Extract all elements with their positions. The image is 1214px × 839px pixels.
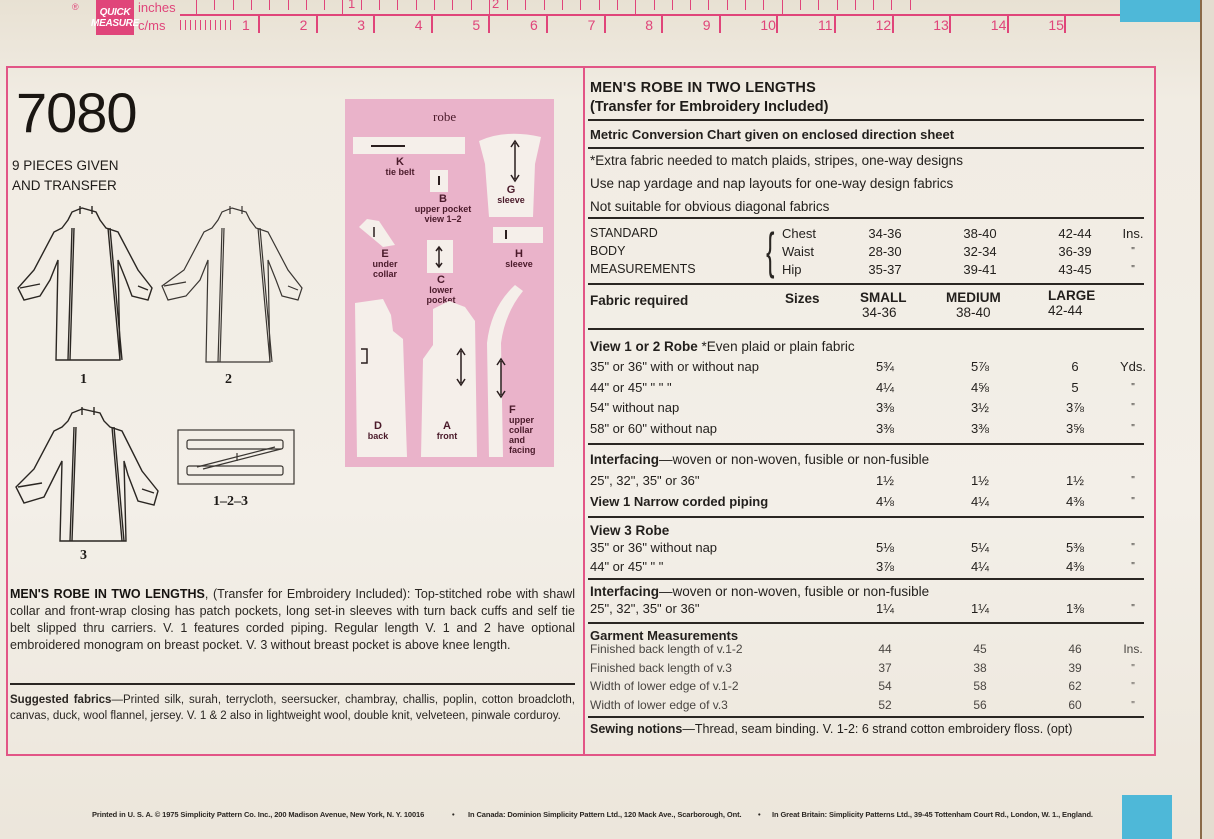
piece-name: lower pocket [426, 285, 456, 305]
note-2: Use nap yardage and nap layouts for one-way design fabrics [590, 176, 954, 191]
envelope-fold-edge [1200, 0, 1214, 839]
ruler-cm-label: 13 [933, 17, 949, 33]
ruler-inch-tick [452, 0, 453, 10]
divider [588, 516, 1144, 518]
ruler-cm-tick [488, 16, 490, 33]
divider [588, 217, 1144, 219]
divider [588, 443, 1144, 445]
pattern-description [10, 586, 575, 654]
ruler-cm-tick [1064, 16, 1066, 33]
garment-measurement-row [590, 661, 1146, 679]
ruler-cm-label: 4 [414, 17, 423, 33]
cell-medium: 32-34 [963, 244, 997, 259]
ruler-cm-label: 10 [760, 17, 776, 33]
ruler-unit-cm: c/ms [138, 18, 166, 33]
footer-britain: In Great Britain: Simplicity Patterns Ltd., 39-45 Tottenham Court Rd., London, W. 1., England. [772, 810, 1093, 819]
cell-medium: 5¼ [970, 540, 990, 555]
cell-medium: 58 [973, 679, 987, 693]
cell-unit: " [1131, 381, 1135, 393]
pattern-pieces-panel [345, 99, 554, 467]
cell-large: 43-45 [1058, 262, 1092, 277]
ruler-inch-tick [324, 0, 325, 10]
piece-name: tie belt [385, 167, 415, 177]
cell-medium: 1½ [970, 473, 990, 488]
cell-medium: 1¼ [970, 601, 990, 616]
cell-medium: 5⅞ [970, 359, 990, 374]
ruler-inch-tick [397, 0, 398, 10]
size-small: SMALL [860, 290, 907, 305]
ruler-inch-tick [690, 0, 691, 10]
chart-title: MEN'S ROBE IN TWO LENGTHS [590, 80, 816, 96]
ruler-inch-tick [654, 0, 655, 10]
cell-small: 3⅜ [875, 420, 895, 436]
piece-letter: B [439, 193, 447, 205]
ruler-inch-tick [233, 0, 234, 10]
cell-label: 54" without nap [590, 400, 680, 415]
cell-large: 60 [1068, 697, 1082, 712]
cell-large: 4⅜ [1065, 494, 1085, 509]
cell-large: 5⅜ [1065, 540, 1085, 555]
grainline-icon [438, 176, 440, 185]
cell-medium: 38 [973, 660, 987, 675]
ruler-inch-label: 1 [348, 0, 356, 11]
ruler-cm-tick [949, 16, 951, 33]
cell-small: 35-37 [868, 262, 902, 277]
embroidery-transfer-illustration [177, 429, 295, 485]
notions-body: —Thread, seam binding. V. 1-2: 6 strand cotton embroidery floss. (opt) [682, 722, 1073, 736]
body-measurement-row [782, 226, 1214, 244]
ruler-inch-tick [434, 0, 435, 10]
cell-large: 39 [1068, 660, 1082, 675]
piece-b-label [413, 194, 473, 224]
ruler-cm-tick [776, 16, 778, 33]
cell-unit: " [1131, 475, 1135, 486]
fabric-row [590, 559, 1146, 577]
ruler-cm-label: 14 [990, 17, 1007, 33]
note-3: Not suitable for obvious diagonal fabrics [590, 199, 830, 214]
ruler-mm-ticks [180, 20, 232, 30]
view12-subtitle: *Even plaid or plain fabric [697, 339, 855, 354]
interfacing-row [590, 494, 1146, 512]
ruler-inch-tick [708, 0, 709, 10]
fabric-required-label: Fabric required [590, 293, 689, 308]
cell-medium: 56 [973, 697, 987, 712]
piece-letter: E [381, 248, 389, 260]
group-label-standard: STANDARD [590, 226, 658, 240]
ruler-cm-tick [1007, 16, 1009, 33]
ruler-inch-tick [617, 0, 618, 10]
cell-large: 36-39 [1058, 244, 1092, 259]
cell-large: 1½ [1065, 473, 1085, 488]
size-large: LARGE [1048, 288, 1096, 303]
piece-k-tie-belt [353, 137, 465, 154]
cell-small: 1½ [875, 473, 895, 488]
cell-small: 5¾ [875, 359, 895, 374]
ruler-inch-tick [672, 0, 673, 10]
ruler-inch-tick [727, 0, 728, 10]
ruler-inch-tick [379, 0, 380, 10]
view12-title: View 1 or 2 Robe [590, 339, 698, 354]
garment-measurement-row [590, 698, 1146, 716]
quick-measure-ruler [72, 0, 1116, 35]
cell-small: 52 [878, 697, 892, 712]
piece-letter: D [374, 420, 382, 432]
cell-medium: 4⅝ [970, 379, 990, 395]
cell-label: Waist [782, 244, 815, 259]
ruler-inch-tick [361, 0, 362, 10]
ruler-inch-tick [342, 0, 343, 14]
ruler-inch-tick [800, 0, 801, 10]
pieces-line-1: 9 PIECES GIVEN [12, 158, 119, 173]
fabric-row [590, 540, 1146, 558]
piece-name: upper collar and facing [509, 415, 536, 455]
suggested-fabrics [10, 692, 575, 724]
metric-note: Metric Conversion Chart given on enclosed direction sheet [590, 127, 955, 142]
cell-label: Finished back length of v.3 [590, 660, 732, 675]
ruler-cm-tick [834, 16, 836, 33]
robe-view-2-illustration [160, 200, 310, 370]
cell-unit: " [1131, 264, 1135, 275]
ruler-inch-tick [763, 0, 764, 10]
piece-name: sleeve [505, 259, 533, 269]
cell-small: 37 [878, 660, 892, 675]
view-3-label: 3 [80, 548, 87, 563]
footer-bullet: • [758, 810, 761, 819]
divider [588, 147, 1144, 149]
ruler-inch-tick [635, 0, 636, 14]
cell-unit: " [1131, 662, 1135, 674]
cell-small: 1¼ [875, 601, 895, 616]
piece-letter: C [437, 274, 445, 286]
cell-label: 44" or 45" " " " [590, 379, 672, 395]
ruler-inch-tick [580, 0, 581, 10]
fabric-row [590, 359, 1146, 377]
fabrics-body: —Printed silk, surah, terrycloth, seersucker, chambray, challis, poplin, cotton broadcloth, canvas, duck, wool flannel, jersey. V. 1 & 2 also in lightweight wool, double knit, velveteen, pinwale corduroy. [10, 694, 575, 722]
cell-unit: " [1131, 699, 1135, 711]
size-medium: MEDIUM [946, 290, 1001, 305]
ruler-cm-label: 11 [818, 17, 833, 33]
view-1-label: 1 [80, 372, 87, 387]
size-medium-range: 38-40 [956, 305, 991, 320]
ruler-inch-tick [891, 0, 892, 10]
piece-h-label [497, 249, 541, 269]
ruler-inch-tick [782, 0, 783, 14]
grainline-icon [371, 145, 405, 147]
ruler-cm-tick [892, 16, 894, 33]
view3-title: View 3 Robe [590, 523, 670, 538]
interfacing-row [590, 601, 1146, 619]
footer-bullet: • [452, 810, 455, 819]
cell-label: Width of lower edge of v.3 [590, 697, 728, 712]
divider [10, 683, 575, 685]
pattern-number: 7080 [16, 81, 137, 144]
cell-label: Hip [782, 262, 802, 277]
ruler-inch-tick [837, 0, 838, 10]
ruler-cm-label: 1 [242, 17, 250, 33]
ruler-inch-tick [873, 0, 874, 10]
footer-canada: In Canada: Dominion Simplicity Pattern Ltd., 120 Mack Ave., Scarborough, Ont. [468, 810, 742, 819]
grainline-icon [505, 230, 507, 239]
cell-medium: 3⅜ [970, 420, 990, 436]
divider [588, 328, 1144, 330]
cell-large: 3⅝ [1065, 420, 1085, 436]
column-divider [583, 66, 585, 756]
cell-large: 4⅜ [1065, 558, 1085, 574]
ruler-cm-label: 15 [1048, 17, 1064, 33]
divider [588, 283, 1144, 285]
cell-small: 3⅞ [875, 558, 895, 574]
piece-g-sleeve [475, 129, 545, 219]
ruler-cm-tick [546, 16, 548, 33]
interfacing-row [590, 473, 1146, 491]
piece-d-label [363, 421, 393, 441]
garment-measurement-row [590, 642, 1146, 660]
divider [588, 622, 1144, 624]
ruler-inch-tick [489, 0, 490, 14]
fabric-row [590, 380, 1146, 398]
cell-small: 3⅜ [875, 400, 895, 415]
ruler-inch-tick [306, 0, 307, 10]
cell-large: 6 [1071, 359, 1079, 374]
ruler-inch-tick [507, 0, 508, 10]
cell-medium: 39-41 [963, 262, 997, 277]
ruler-inch-tick [745, 0, 746, 10]
cell-unit: Ins. [1122, 226, 1144, 241]
garment-measurements-title: Garment Measurements [590, 628, 739, 643]
piece-e-under-collar [357, 217, 397, 249]
interfacing1-subtitle: —woven or non-woven, fusible or non-fusible [659, 452, 930, 467]
pieces-note [12, 156, 119, 196]
logo-line-2: MEASURE [91, 17, 139, 29]
cell-large: 1⅜ [1065, 601, 1085, 616]
piece-name: front [436, 431, 458, 441]
ruler-cm-tick [661, 16, 663, 33]
ruler-cm-label: 5 [472, 17, 481, 33]
robe-view-1-illustration [10, 200, 160, 370]
piece-letter: F [509, 404, 516, 416]
quick-measure-logo [91, 0, 139, 35]
piece-h-sleeve [493, 227, 543, 243]
ruler-cm-label: 2 [299, 17, 308, 33]
cell-unit: " [1131, 402, 1135, 413]
piece-name: sleeve [497, 195, 525, 205]
grainline-icon [433, 245, 445, 269]
cell-label: Chest [782, 226, 816, 241]
ruler-cm-label: 6 [530, 17, 538, 33]
cell-large: 42-44 [1058, 226, 1092, 241]
fabric-row [590, 400, 1146, 418]
footer-usa: Printed in U. S. A. © 1975 Simplicity Pattern Co. Inc., 200 Madison Avenue, New York, N. Y. 10016 [92, 810, 425, 819]
envelope-blue-tab-bottom [1122, 795, 1172, 839]
ruler-inch-tick [818, 0, 819, 10]
transfer-label: 1–2–3 [213, 494, 248, 509]
sewing-notions [590, 722, 1072, 736]
interfacing2-subtitle: —woven or non-woven, fusible or non-fusible [659, 584, 930, 599]
piece-letter: A [443, 420, 451, 432]
chart-subtitle: (Transfer for Embroidery Included) [590, 99, 829, 115]
cell-label: Finished back length of v.1-2 [590, 642, 743, 656]
cell-medium: 45 [973, 642, 987, 656]
ruler-inch-tick [251, 0, 252, 10]
cell-unit: " [1131, 603, 1135, 614]
ruler-inch-tick [416, 0, 417, 10]
ruler-cm-tick [604, 16, 606, 33]
cell-large: 5 [1071, 379, 1079, 395]
piece-letter: K [396, 156, 404, 168]
ruler-inch-tick [471, 0, 472, 10]
cell-unit: " [1131, 246, 1135, 257]
divider [588, 578, 1144, 580]
ruler-cm-label: 12 [875, 17, 892, 33]
cell-small: 28-30 [868, 244, 902, 259]
cell-label: 35" or 36" without nap [590, 540, 718, 555]
cell-unit: " [1131, 681, 1135, 692]
piece-letter: G [506, 184, 516, 196]
cell-unit: Yds. [1119, 359, 1146, 374]
piece-e-label [365, 249, 405, 279]
group-label-measurements: MEASUREMENTS [590, 262, 696, 276]
cell-unit: " [1131, 496, 1135, 507]
body-measurement-row [782, 262, 1214, 280]
garment-measurement-row [590, 679, 1146, 697]
cell-unit: " [1131, 422, 1135, 434]
pieces-line-2: AND TRANSFER [12, 178, 117, 193]
cell-label: Width of lower edge of v.1-2 [590, 679, 739, 693]
size-large-range: 42-44 [1048, 303, 1083, 318]
cell-medium: 38-40 [963, 226, 997, 241]
ruler-inch-tick [599, 0, 600, 10]
notions-title: Sewing notions [590, 722, 683, 736]
ruler-inch-tick [562, 0, 563, 10]
piece-name: upper pocket view 1–2 [414, 204, 472, 224]
logo-line-1: QUICK [99, 6, 131, 18]
ruler-inch-tick [544, 0, 545, 10]
cell-label: 35" or 36" with or without nap [590, 359, 759, 374]
pieces-panel-title: robe [433, 109, 457, 124]
cell-small: 5⅛ [875, 540, 895, 555]
ruler-cm-tick [719, 16, 721, 33]
cell-medium: 4¼ [970, 494, 990, 509]
ruler-cm-tick [258, 16, 260, 33]
fabrics-title: Suggested fabrics [10, 694, 112, 706]
cell-small: 34-36 [868, 226, 902, 241]
ruler-inch-tick [269, 0, 270, 10]
view-2-label: 2 [225, 372, 232, 387]
piece-name: back [367, 431, 389, 441]
piece-g-label [491, 185, 531, 205]
ruler-cm-tick [373, 16, 375, 33]
ruler-cm-label: 7 [587, 17, 596, 33]
cell-medium: 4¼ [970, 558, 990, 574]
ruler-inch-tick [855, 0, 856, 10]
interfacing1-title: Interfacing [590, 452, 660, 467]
cell-small: 54 [878, 679, 892, 693]
cell-small: 4¼ [875, 379, 895, 395]
ruler-cm-tick [316, 16, 318, 33]
cell-label: 25", 32", 35" or 36" [590, 473, 700, 488]
cell-medium: 3½ [970, 400, 990, 415]
cell-unit: Ins. [1123, 642, 1143, 656]
ruler-inch-tick [196, 0, 197, 14]
ruler-cm-label: 9 [702, 17, 711, 33]
size-small-range: 34-36 [862, 305, 897, 320]
cell-unit: " [1131, 542, 1135, 553]
interfacing1-heading [590, 452, 929, 467]
cell-large: 46 [1068, 642, 1082, 656]
ruler-cm-label: 3 [357, 17, 365, 33]
description-title: MEN'S ROBE IN TWO LENGTHS [10, 587, 205, 601]
body-measurement-row [782, 244, 1214, 262]
cell-label: View 1 Narrow corded piping [590, 494, 769, 509]
divider [588, 119, 1144, 121]
description-body: , (Transfer for Embroidery Included): Top-stitched robe with shawl collar and front-wrap closing has patch pockets, long set-in sleeves with turn back cuffs and self tie belt slipped thru carriers. V. 1 features corded piping. Regular length V. 1 and 2 have optional embroidered monogram on breast pocket. V. 3 without breast pocket is above knee length. [10, 587, 575, 652]
note-1: *Extra fabric needed to match plaids, stripes, one-way designs [590, 153, 963, 168]
piece-f-label [509, 405, 549, 455]
fabric-row [590, 421, 1146, 439]
ruler-baseline [180, 14, 1120, 16]
interfacing2-title: Interfacing [590, 584, 660, 599]
piece-letter: H [515, 248, 523, 260]
ruler-unit-inches: inches [138, 0, 176, 15]
cell-small: 4⅛ [875, 494, 895, 509]
piece-a-label [429, 421, 465, 441]
envelope-blue-tab-top [1120, 0, 1200, 22]
cell-label: 58" or 60" without nap [590, 420, 718, 436]
registered-mark: ® [72, 2, 79, 12]
cell-unit: " [1131, 560, 1135, 572]
interfacing2-heading [590, 584, 929, 599]
robe-view-3-illustration [10, 405, 160, 545]
cell-large: 62 [1068, 679, 1082, 693]
divider [588, 716, 1144, 718]
cell-small: 44 [878, 642, 892, 656]
brace-icon: { [766, 223, 775, 279]
view12-heading [590, 339, 855, 354]
cell-large: 3⅞ [1065, 400, 1085, 415]
ruler-inch-tick [910, 0, 911, 10]
ruler-inch-tick [288, 0, 289, 10]
ruler-inch-tick [214, 0, 215, 10]
sizes-label: Sizes [785, 291, 820, 306]
ruler-inch-tick [525, 0, 526, 10]
ruler-cm-tick [431, 16, 433, 33]
cell-label: 25", 32", 35" or 36" [590, 601, 700, 616]
piece-name: under collar [372, 259, 398, 279]
ruler-cm-label: 8 [645, 17, 653, 33]
ruler-inch-label: 2 [492, 0, 500, 11]
cell-label: 44" or 45" " " [590, 558, 664, 574]
group-label-body: BODY [590, 244, 626, 258]
piece-k-label [385, 157, 415, 177]
